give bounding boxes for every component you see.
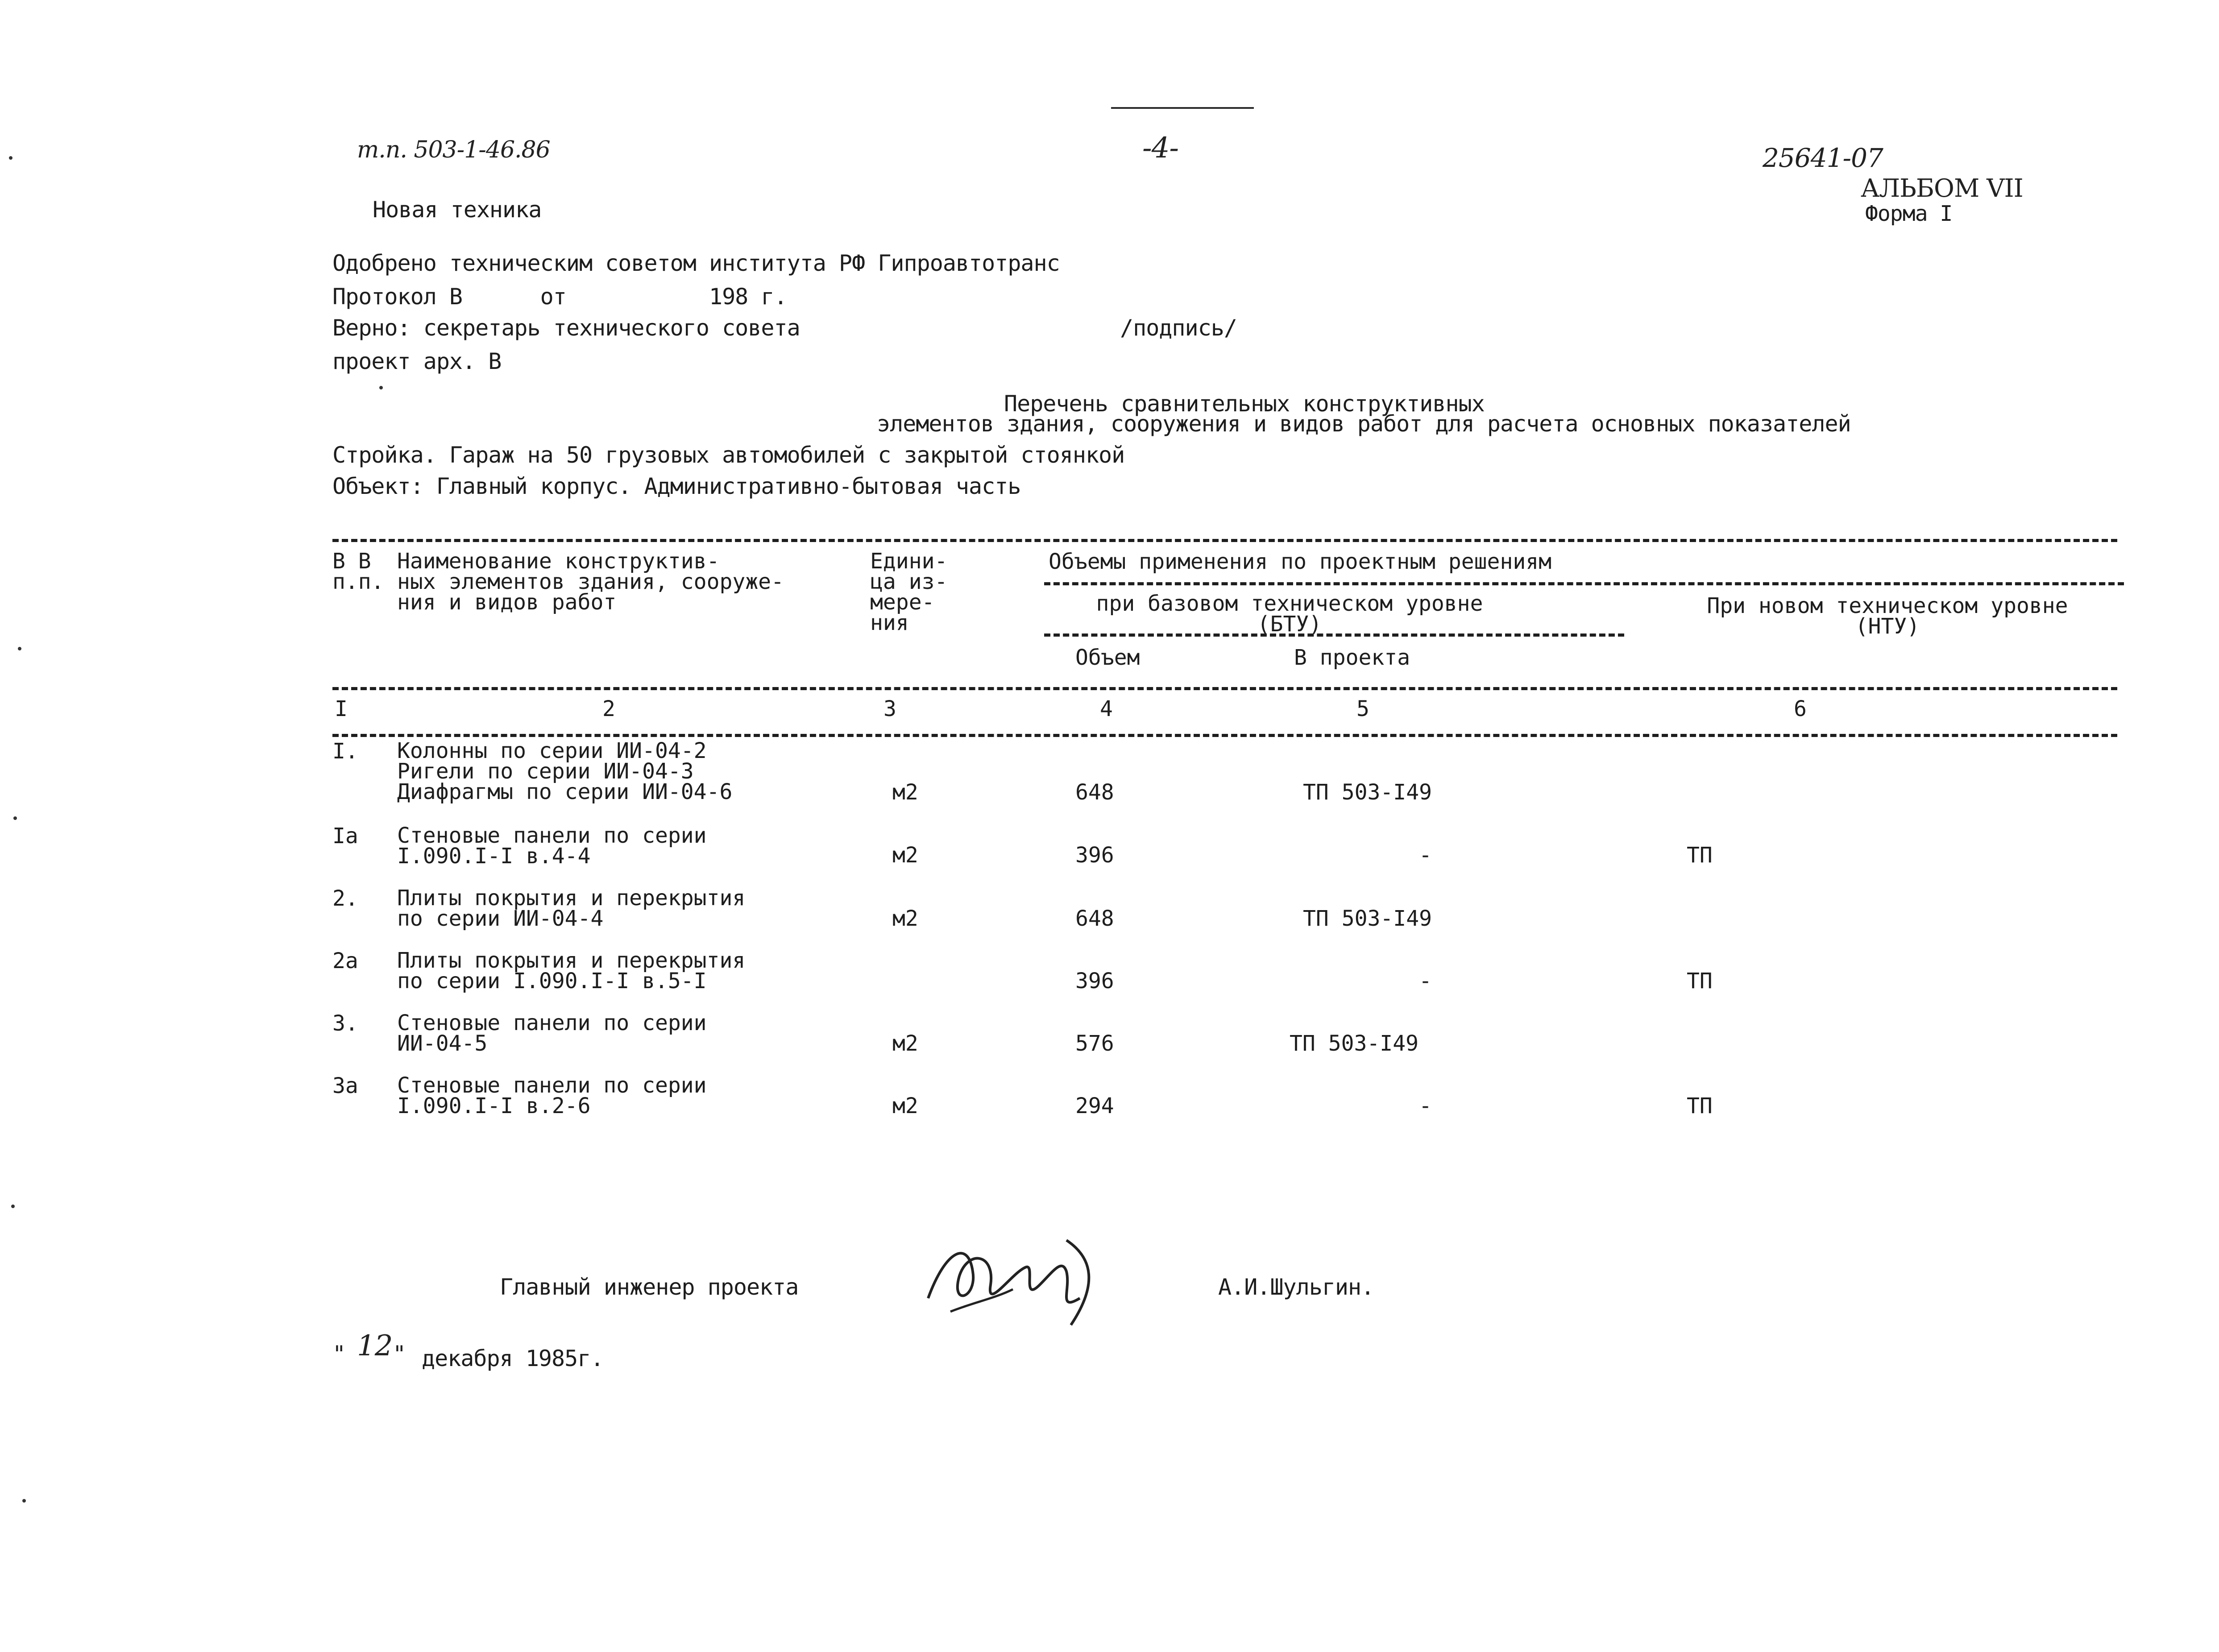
object-line: Объект: Главный корпус. Административно-бытовая часть bbox=[332, 473, 1021, 499]
title-line-2: элементов здания, сооружения и видов работ для расчета основных показателей bbox=[877, 411, 1851, 437]
signature-placeholder: /подпись/ bbox=[1120, 315, 1237, 341]
chief-engineer-label: Главный инженер проекта bbox=[500, 1274, 799, 1300]
scan-speck bbox=[18, 647, 21, 650]
date-quote-open: " bbox=[332, 1341, 346, 1367]
row-project: - bbox=[1419, 1093, 1432, 1118]
chief-engineer-name: А.И.Шульгин. bbox=[1218, 1274, 1374, 1300]
scan-speck bbox=[11, 1205, 15, 1208]
row-name: Стеновые панели по серии I.090.I-I в.2-6 bbox=[397, 1073, 707, 1118]
volumes-rule bbox=[1044, 582, 2124, 585]
row-unit: м2 bbox=[892, 780, 918, 805]
verno-line: Верно: секретарь технического совета bbox=[332, 315, 800, 341]
scan-speck bbox=[9, 156, 12, 160]
approval-line: Одобрено техническим советом института РФ Гипроавтотранс bbox=[332, 250, 1060, 276]
date-day: 12 bbox=[357, 1329, 393, 1362]
row-unit: м2 bbox=[892, 843, 918, 868]
date-quote-close: " bbox=[393, 1341, 406, 1367]
protocol-line: Протокол В от 198 г. bbox=[332, 284, 787, 310]
row-name: Плиты покрытия и перекрытия по серии ИИ-04-4 bbox=[397, 886, 746, 931]
row-name: Стеновые панели по серии ИИ-04-5 bbox=[397, 1010, 707, 1056]
scan-speck bbox=[13, 816, 17, 820]
archive-number: 25641-07 bbox=[1763, 143, 1883, 173]
row-num: 2а bbox=[332, 948, 358, 973]
row-project: - bbox=[1419, 843, 1432, 868]
header-volumes: Объемы применения по проектным решениям bbox=[1049, 549, 1552, 574]
top-rule bbox=[1111, 107, 1254, 109]
header-project: В проекта bbox=[1294, 645, 1410, 670]
row-num: Iа bbox=[332, 824, 358, 849]
header-name: Наименование конструктив- ных элементов здания, сооруже- ния и видов работ bbox=[397, 549, 784, 615]
album-label: АЛЬБОМ VII bbox=[1861, 174, 2023, 203]
row-ntu: ТП bbox=[1687, 843, 1713, 868]
row-name: Стеновые панели по серии I.090.I-I в.4-4 bbox=[397, 823, 707, 869]
header-volume: Объем bbox=[1075, 645, 1140, 670]
page-number: -4- bbox=[1142, 132, 1178, 165]
title-line-1: Перечень сравнительных конструктивных bbox=[1004, 391, 1485, 417]
row-volume: 396 bbox=[1075, 843, 1114, 868]
project-arch-line: проект арх. В bbox=[332, 348, 502, 374]
row-volume: 648 bbox=[1075, 906, 1114, 931]
row-ntu: ТП bbox=[1687, 969, 1713, 994]
column-numbers-rule bbox=[332, 734, 2117, 737]
row-volume: 396 bbox=[1075, 969, 1114, 994]
col-number: 3 bbox=[883, 696, 896, 721]
scan-speck bbox=[22, 1499, 26, 1503]
table-top-rule bbox=[332, 539, 2117, 542]
row-volume: 294 bbox=[1075, 1093, 1114, 1118]
new-tech-label: Новая техника bbox=[373, 197, 542, 223]
header-num: В В п.п. bbox=[332, 549, 384, 594]
scan-speck bbox=[379, 386, 383, 389]
row-volume: 648 bbox=[1075, 780, 1114, 805]
header-unit: Едини- ца из- мере- ния bbox=[870, 549, 948, 635]
row-ntu: ТП bbox=[1687, 1093, 1713, 1118]
signature-icon bbox=[919, 1222, 1107, 1329]
row-name: Плиты покрытия и перекрытия по серии I.090.I-I в.5-I bbox=[397, 948, 746, 994]
date-rest: декабря 1985г. bbox=[422, 1346, 604, 1371]
row-project: ТП 503-I49 bbox=[1290, 1031, 1419, 1056]
col-number: 2 bbox=[602, 696, 615, 721]
doc-code: т.п. 503-1-46.86 bbox=[357, 137, 550, 163]
col-number: 6 bbox=[1794, 696, 1807, 721]
row-project: ТП 503-I49 bbox=[1303, 906, 1432, 931]
col-number: I bbox=[335, 696, 348, 721]
col-number: 4 bbox=[1100, 696, 1113, 721]
col-number: 5 bbox=[1356, 696, 1369, 721]
row-project: ТП 503-I49 bbox=[1303, 780, 1432, 805]
row-num: I. bbox=[332, 739, 358, 764]
header-bottom-rule bbox=[332, 687, 2117, 690]
row-volume: 576 bbox=[1075, 1031, 1114, 1056]
row-num: 3а bbox=[332, 1073, 358, 1098]
header-ntu: При новом техническом уровне (НТУ) bbox=[1707, 593, 2068, 639]
row-unit: м2 bbox=[892, 906, 918, 931]
row-num: 3. bbox=[332, 1011, 358, 1036]
construction-line: Стройка. Гараж на 50 грузовых автомобилей с закрытой стоянкой bbox=[332, 442, 1125, 468]
row-project: - bbox=[1419, 969, 1432, 994]
form-label: Форма I bbox=[1865, 201, 1953, 226]
row-num: 2. bbox=[332, 886, 358, 911]
header-btu: при базовом техническом уровне (БТУ) bbox=[1096, 591, 1483, 637]
row-name: Колонны по серии ИИ-04-2 Ригели по серии ИИ-04-3 Диафрагмы по серии ИИ-04-6 bbox=[397, 738, 733, 804]
row-unit: м2 bbox=[892, 1093, 918, 1118]
row-unit: м2 bbox=[892, 1031, 918, 1056]
